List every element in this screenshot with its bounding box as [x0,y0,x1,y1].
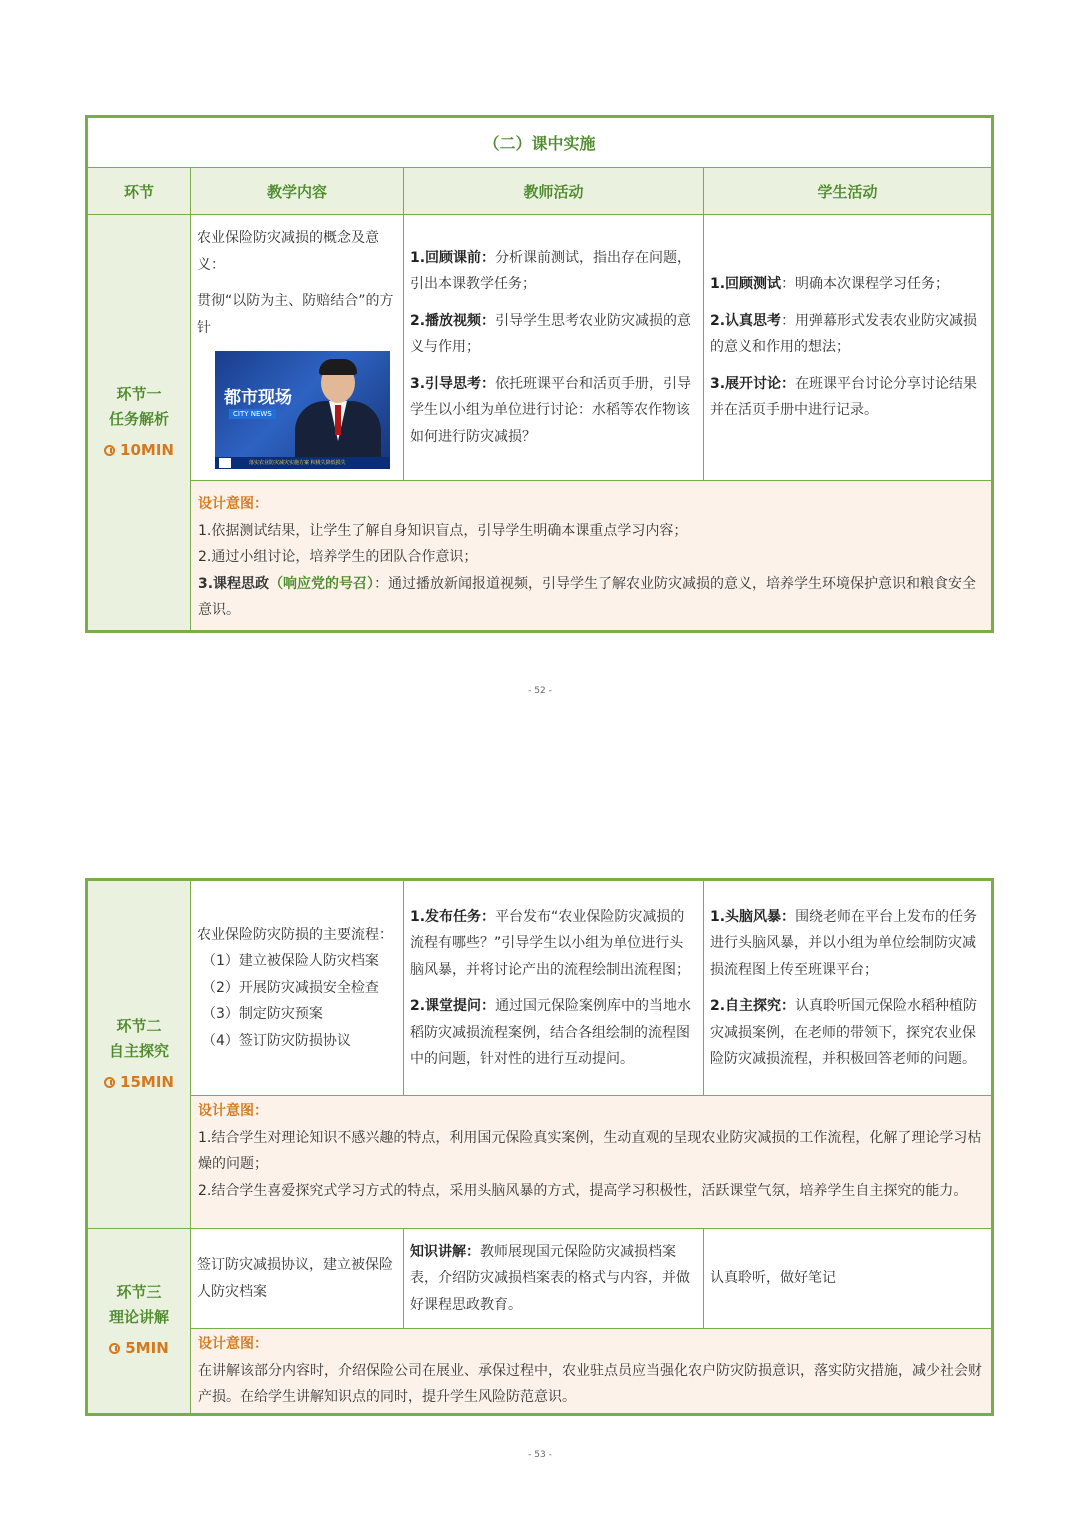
page-number: - 52 - [528,686,552,696]
stage2-time: 15MIN [88,1070,190,1095]
stage1-content-p1: 农业保险防灾减损的概念及意义： [197,230,379,273]
process-step: （1）建立被保险人防灾档案 [202,953,379,970]
lesson-table-bottom [85,878,994,1416]
stage2-teacher-item: 1.发布任务：平台发布“农业保险防灾减损的流程有哪些？”引导学生以小组为单位进行头脑风暴，并将讨论产出的流程绘制出流程图； [410,908,690,978]
section-title: （二）课中实施 [88,118,992,168]
video-logo-sub: CITY NEWS [229,409,276,419]
stage1-teacher-item: 1.回顾课前：分析课前测试，指出存在问题，引出本课教学任务； [410,249,692,293]
intent-line: 1.依据测试结果，让学生了解自身知识盲点，引导学生明确本课重点学习内容； [198,522,688,539]
stage1-student-item: 2.认真思考：用弹幕形式发表农业防灾减损的意义和作用的想法； [710,312,978,356]
intent-line: 2.结合学生喜爱探究式学习方式的特点，采用头脑风暴的方式，提高学习积极性，活跃课堂气氛，培养学生自主探究的能力。 [198,1182,968,1199]
stage1-subname: 任务解析 [108,410,169,428]
stage2-teacher [404,881,704,1096]
intent-line: 3.课程思政（响应党的号召）：通过播放新闻报道视频，引导学生了解农业防灾减损的意义，培养学生环境保护意识和粮食安全意识。 [198,575,977,618]
stage2-student-item: 1.头脑风暴：围绕老师在平台上发布的任务进行头脑风暴，并以小组为单位绘制防灾减损流程图上传至班课平台； [710,908,978,978]
stage3-student: 认真聆听，做好笔记 [704,1229,992,1329]
stage2-subname: 自主探究 [108,1042,169,1060]
stage2-student-item: 2.自主探究：认真聆听国元保险水稻种植防灾减损案例，在老师的带领下，探究农业保险防灾减损流程，并积极回答老师的问题。 [710,998,978,1067]
stage1-student-item: 3.展开讨论：在班课平台讨论分享讨论结果并在活页手册中进行记录。 [710,375,978,419]
stage1-teacher-item: 2.播放视频：引导学生思考农业防灾减损的意义与作用； [410,312,692,356]
intent-line: 1.结合学生对理论知识不感兴趣的特点，利用国元保险真实案例，生动直观的呈现农业防灾减损的工作流程，化解了理论学习枯燥的问题； [198,1129,982,1172]
video-logo: 都市现场 [224,388,292,408]
stage1-teacher [404,215,704,481]
header-content: 教学内容 [191,168,404,215]
stage3-content: 签订防灾减损协议，建立被保险人防灾档案 [191,1229,404,1329]
qr-code-icon [219,458,231,468]
stage1-name: 环节一 [116,385,162,403]
clock-icon [109,1343,120,1354]
stage2-teacher-item: 2.课堂提问：通过国元保险案例库中的当地水稻防灾减损流程案例，结合各组绘制的流程图中的问题，针对性的进行互动提问。 [410,998,692,1067]
intent-line: 2.通过小组讨论，培养学生的团队合作意识； [198,549,478,565]
stage1-student-item: 1.回顾测试：明确本次课程学习任务； [710,276,950,293]
stage1-time: 10MIN [88,438,190,463]
intent-label: 设计意图： [198,1103,268,1119]
stage1-content [191,215,404,481]
stage3-cell [88,1229,191,1414]
stage3-name: 环节三 [116,1283,162,1302]
video-ticker-text: 落实农业防灾减灾实施方案 积极失降低损失 [249,460,346,466]
stage1-design-intent [191,481,992,631]
stage3-design-intent [191,1329,992,1414]
news-video-thumbnail[interactable] [215,351,390,469]
stage2-content-intro: 农业保险防灾防损的主要流程： [197,926,393,943]
process-step: （2）开展防灾减损安全检查 [202,979,379,996]
stage2-student [704,881,992,1096]
stage3-time: 5MIN [88,1336,190,1361]
stage1-cell [88,215,191,631]
stage3-teacher: 知识讲解：教师展现国元保险防灾减损档案表，介绍防灾减损档案表的格式与内容，并做好课程思政教育。 [404,1229,704,1329]
process-step: （4）签订防灾防损协议 [202,1032,351,1049]
clock-icon [104,1077,115,1088]
header-teacher: 教师活动 [404,168,704,215]
stage2-name: 环节二 [116,1017,162,1035]
header-student: 学生活动 [704,168,992,215]
stage2-cell [88,881,191,1229]
process-step: （3）制定防灾预案 [202,1006,323,1023]
stage1-student [704,215,992,481]
lesson-table-top [85,115,994,633]
intent-line: 在讲解该部分内容时，介绍保险公司在展业、承保过程中，农业驻点员应当强化农户防灾防损意识，落实防灾措施，减少社会财产损。在给学生讲解知识点的同时，提升学生风险防范意识。 [198,1362,982,1405]
page-number: - 53 - [528,1450,552,1460]
stage2-design-intent [191,1096,992,1229]
stage1-teacher-item: 3.引导思考：依托班课平台和活页手册，引导学生以小组为单位进行讨论：水稻等农作物该如何进行防灾减损？ [410,375,692,445]
header-stage: 环节 [88,168,191,215]
stage2-content [191,881,404,1096]
intent-label: 设计意图： [198,496,268,512]
stage3-subname: 理论讲解 [108,1308,169,1327]
stage1-content-p2: 贯彻“以防为主、防赔结合”的方针 [197,293,394,336]
intent-label: 设计意图： [198,1336,268,1352]
clock-icon [104,445,115,456]
